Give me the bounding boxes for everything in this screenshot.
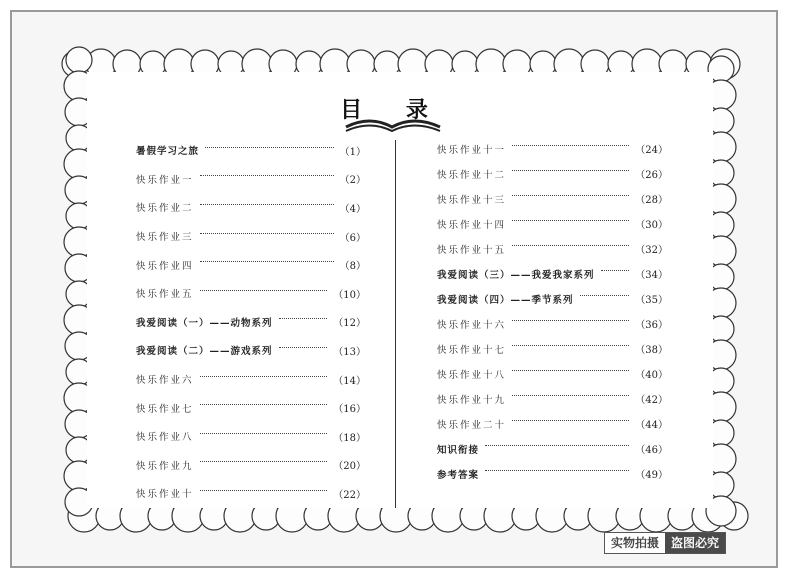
toc-leader-dots <box>279 347 328 348</box>
toc-entry-label: 我爱阅读（三）——我爱我家系列 <box>437 269 595 281</box>
toc-entry-label: 快乐作业十五 <box>437 244 507 256</box>
toc-entry <box>437 386 668 411</box>
toc-entry <box>437 261 668 286</box>
toc-leader-dots <box>200 233 334 234</box>
toc-leader-dots <box>512 345 629 346</box>
toc-entry-label: 快乐作业十四 <box>437 219 507 231</box>
toc-leader-dots <box>200 204 334 205</box>
toc-entry-page: （16） <box>333 404 366 416</box>
toc-leader-dots <box>601 270 630 271</box>
toc-entry-page: （13） <box>333 346 366 358</box>
toc-leader-dots <box>512 395 629 396</box>
toc-entry <box>136 222 366 251</box>
toc-entry-page: （36） <box>635 320 668 331</box>
toc-entry-page: （42） <box>635 395 668 406</box>
toc-entry-label: 快乐作业十一 <box>437 144 507 156</box>
toc-leader-dots <box>279 318 328 319</box>
toc-entry-label: 快乐作业十八 <box>437 369 507 381</box>
stamp-right-text: 盗图必究 <box>665 533 725 553</box>
toc-entry-page: （6） <box>339 232 366 244</box>
toc-entry-label: 快乐作业七 <box>136 403 194 415</box>
toc-entry-page: （14） <box>333 375 366 387</box>
toc-entry-label: 知识衔接 <box>437 444 480 456</box>
toc-leader-dots <box>512 195 629 196</box>
toc-entry <box>437 461 668 486</box>
toc-entry-label: 快乐作业四 <box>136 260 194 272</box>
toc-right-column <box>437 136 668 486</box>
toc-entry <box>437 236 668 261</box>
toc-leader-dots <box>200 261 334 262</box>
toc-entry <box>437 336 668 361</box>
toc-entry <box>136 165 366 194</box>
toc-entry-label: 我爱阅读（四）——季节系列 <box>437 294 574 306</box>
toc-entry-label: 快乐作业十三 <box>437 194 507 206</box>
toc-leader-dots <box>512 245 629 246</box>
toc-entry <box>437 311 668 336</box>
toc-entry <box>437 411 668 436</box>
column-divider <box>395 140 396 508</box>
toc-leader-dots <box>512 320 629 321</box>
toc-entry-label: 快乐作业十 <box>136 489 194 501</box>
toc-entry-page: （30） <box>635 220 668 231</box>
toc-entry <box>437 186 668 211</box>
toc-leader-dots <box>200 175 334 176</box>
toc-entry-label: 快乐作业十六 <box>437 319 507 331</box>
toc-entry <box>136 136 366 165</box>
toc-entry <box>136 393 366 422</box>
toc-entry-page: （1） <box>339 146 366 158</box>
toc-entry-label: 快乐作业一 <box>136 174 194 186</box>
toc-leader-dots <box>200 433 328 434</box>
toc-entry-label: 快乐作业十二 <box>437 169 507 181</box>
toc-entry-label: 快乐作业九 <box>136 460 194 472</box>
toc-entry <box>136 336 366 365</box>
toc-entry-page: （12） <box>333 318 366 330</box>
toc-entry-page: （49） <box>635 470 668 481</box>
toc-leader-dots <box>200 490 328 491</box>
stamp-left-text: 实物拍摄 <box>605 533 665 553</box>
toc-entry <box>136 479 366 508</box>
toc-entry <box>437 161 668 186</box>
toc-entry-page: （44） <box>635 420 668 431</box>
toc-entry-label: 快乐作业八 <box>136 432 194 444</box>
toc-leader-dots <box>485 445 629 446</box>
toc-leader-dots <box>200 290 328 291</box>
toc-entry-page: （24） <box>635 145 668 156</box>
toc-entry-page: （28） <box>635 195 668 206</box>
toc-left-column <box>136 136 366 508</box>
toc-leader-dots <box>512 420 629 421</box>
toc-entry-label: 快乐作业三 <box>136 232 194 244</box>
toc-entry <box>136 365 366 394</box>
toc-leader-dots <box>200 404 328 405</box>
toc-entry-page: （22） <box>333 489 366 501</box>
toc-entry-page: （26） <box>635 170 668 181</box>
toc-entry <box>136 308 366 337</box>
toc-entry <box>136 422 366 451</box>
toc-entry <box>136 250 366 279</box>
toc-entry-page: （18） <box>333 432 366 444</box>
toc-entry-label: 快乐作业十九 <box>437 394 507 406</box>
toc-entry-label: 快乐作业二十 <box>437 419 507 431</box>
page-title: 目 录 <box>340 98 446 123</box>
toc-entry-label: 参考答案 <box>437 469 480 481</box>
toc-entry-page: （34） <box>635 270 668 281</box>
toc-entry <box>136 279 366 308</box>
toc-leader-dots <box>512 170 629 171</box>
toc-leader-dots <box>512 145 629 146</box>
toc-entry <box>437 211 668 236</box>
toc-leader-dots <box>485 470 629 471</box>
toc-entry-page: （20） <box>333 461 366 473</box>
toc-entry <box>437 436 668 461</box>
toc-leader-dots <box>512 220 629 221</box>
toc-leader-dots <box>512 370 629 371</box>
toc-leader-dots <box>205 147 334 148</box>
toc-entry-label: 暑假学习之旅 <box>136 146 200 158</box>
toc-entry-page: （2） <box>339 175 366 187</box>
toc-entry-page: （40） <box>635 370 668 381</box>
toc-entry <box>437 361 668 386</box>
toc-entry-page: （38） <box>635 345 668 356</box>
toc-entry-label: 快乐作业十七 <box>437 344 507 356</box>
toc-entry-page: （32） <box>635 245 668 256</box>
title-banner <box>340 93 446 137</box>
toc-entry-page: （8） <box>339 261 366 273</box>
toc-entry-page: （46） <box>635 445 668 456</box>
toc-entry-label: 快乐作业六 <box>136 375 194 387</box>
toc-entry-label: 快乐作业二 <box>136 203 194 215</box>
toc-entry-page: （35） <box>635 295 668 306</box>
toc-entry-page: （10） <box>333 289 366 301</box>
open-book-icon <box>340 93 446 137</box>
toc-entry-page: （4） <box>339 203 366 215</box>
toc-entry <box>437 136 668 161</box>
toc-leader-dots <box>200 461 328 462</box>
toc-leader-dots <box>580 295 630 296</box>
toc-entry-label: 我爱阅读（一）——动物系列 <box>136 317 273 329</box>
toc-entry <box>437 286 668 311</box>
toc-entry <box>136 451 366 480</box>
toc-entry-label: 快乐作业五 <box>136 289 194 301</box>
watermark-stamp <box>604 532 726 554</box>
toc-entry-label: 我爱阅读（二）——游戏系列 <box>136 346 273 358</box>
toc-leader-dots <box>200 376 328 377</box>
toc-entry <box>136 193 366 222</box>
